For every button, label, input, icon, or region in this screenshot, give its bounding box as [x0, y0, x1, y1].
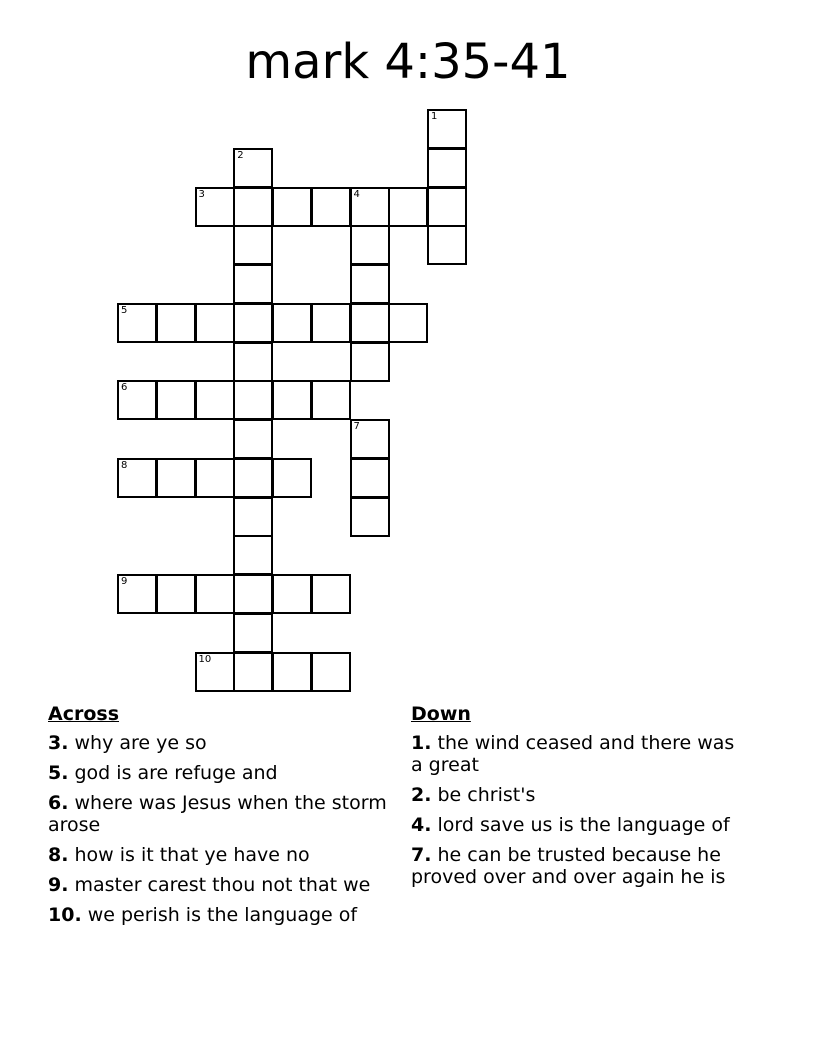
clue-number-label: 6	[121, 382, 128, 394]
grid-cell[interactable]	[117, 574, 157, 614]
grid-cell[interactable]	[233, 613, 273, 653]
clue-number: 5.	[48, 762, 69, 784]
grid-cell[interactable]	[350, 264, 390, 304]
grid-cell[interactable]	[195, 303, 235, 343]
grid-cell[interactable]	[233, 225, 273, 265]
grid-cell[interactable]	[233, 497, 273, 537]
clue-item	[411, 844, 751, 888]
grid-cell[interactable]	[311, 652, 351, 692]
clue-text: be christ's	[437, 784, 536, 806]
clue-number-label: 10	[198, 653, 212, 665]
clue-number: 1.	[411, 732, 432, 754]
clue-number: 2.	[411, 784, 432, 806]
clue-item	[411, 814, 751, 836]
clue-number-label: 9	[121, 576, 128, 587]
down-heading: Down	[411, 703, 471, 725]
grid-cell[interactable]	[233, 342, 273, 382]
clue-number: 8.	[48, 844, 69, 866]
across-clues	[48, 703, 398, 934]
clue-number-label: 1	[431, 111, 438, 122]
across-heading: Across	[48, 703, 120, 725]
grid-cell[interactable]	[233, 264, 273, 304]
grid-cell[interactable]	[272, 380, 312, 420]
grid-cell[interactable]	[350, 497, 390, 537]
grid-cell[interactable]	[117, 303, 157, 343]
grid-cell[interactable]	[311, 380, 351, 420]
grid-cell[interactable]	[350, 187, 390, 227]
grid-cell[interactable]	[272, 303, 312, 343]
clue-text: lord save us is the language of	[437, 814, 730, 836]
clue-item	[48, 732, 398, 754]
clue-number: 3.	[48, 732, 69, 754]
clue-text: we perish is the language of	[87, 904, 358, 926]
clue-number: 10.	[48, 904, 82, 926]
grid-cell[interactable]	[350, 342, 390, 382]
clue-item	[48, 762, 398, 784]
clue-text: why are ye so	[74, 732, 207, 754]
grid-cell[interactable]	[233, 303, 273, 343]
grid-cell[interactable]	[311, 574, 351, 614]
grid-cell[interactable]	[195, 574, 235, 614]
grid-cell[interactable]	[233, 574, 273, 614]
grid-cell[interactable]	[272, 652, 312, 692]
clue-text: he can be trusted because he proved over and over again he is	[411, 844, 726, 888]
clue-text: master carest thou not that we	[74, 874, 371, 896]
grid-cell[interactable]	[195, 380, 235, 420]
page-title: mark 4:35-41	[245, 34, 571, 90]
grid-cell[interactable]	[233, 652, 273, 692]
clue-number: 4.	[411, 814, 432, 836]
grid-cell[interactable]	[117, 458, 157, 498]
grid-cell[interactable]	[233, 148, 273, 188]
grid-cell[interactable]	[350, 458, 390, 498]
clue-text: the wind ceased and there was a great	[411, 732, 735, 776]
grid-cell[interactable]	[427, 148, 467, 188]
grid-cell[interactable]	[233, 380, 273, 420]
clue-item	[48, 904, 398, 926]
grid-cell[interactable]	[272, 187, 312, 227]
grid-cell[interactable]	[233, 419, 273, 459]
clue-item	[48, 792, 398, 836]
grid-cell[interactable]	[233, 187, 273, 227]
down-clues	[411, 703, 751, 896]
grid-cell[interactable]	[388, 187, 428, 227]
grid-cell[interactable]	[156, 303, 196, 343]
grid-cell[interactable]	[427, 109, 467, 149]
clue-number-label: 5	[121, 304, 128, 316]
grid-cell[interactable]	[156, 380, 196, 420]
clue-number: 7.	[411, 844, 432, 866]
grid-cell[interactable]	[311, 303, 351, 343]
clue-text: god is are refuge and	[74, 762, 278, 784]
grid-cell[interactable]	[350, 419, 390, 459]
clue-number-label: 8	[121, 459, 128, 471]
grid-cell[interactable]	[195, 458, 235, 498]
clue-item	[411, 784, 751, 806]
grid-cell[interactable]	[233, 458, 273, 498]
clue-number-label: 2	[237, 149, 244, 161]
grid-cell[interactable]	[311, 187, 351, 227]
grid-cell[interactable]	[272, 574, 312, 614]
grid-cell[interactable]	[427, 187, 467, 227]
grid-cell[interactable]	[388, 303, 428, 343]
grid-cell[interactable]	[195, 652, 235, 692]
clue-item	[411, 732, 751, 776]
clue-item	[48, 844, 398, 866]
grid-cell[interactable]	[117, 380, 157, 420]
clue-number-label: 7	[353, 421, 360, 432]
clue-text: how is it that ye have no	[74, 844, 310, 866]
clue-number: 6.	[48, 792, 69, 814]
grid-cell[interactable]	[233, 535, 273, 575]
clue-text: where was Jesus when the storm arose	[48, 792, 387, 836]
grid-cell[interactable]	[156, 574, 196, 614]
clue-item	[48, 874, 398, 896]
clue-number-label: 3	[198, 188, 205, 200]
clue-number: 9.	[48, 874, 69, 896]
grid-cell[interactable]	[350, 225, 390, 265]
grid-cell[interactable]	[195, 187, 235, 227]
grid-cell[interactable]	[350, 303, 390, 343]
grid-cell[interactable]	[272, 458, 312, 498]
grid-cell[interactable]	[156, 458, 196, 498]
clue-number-label: 4	[353, 188, 360, 200]
grid-cell[interactable]	[427, 225, 467, 265]
